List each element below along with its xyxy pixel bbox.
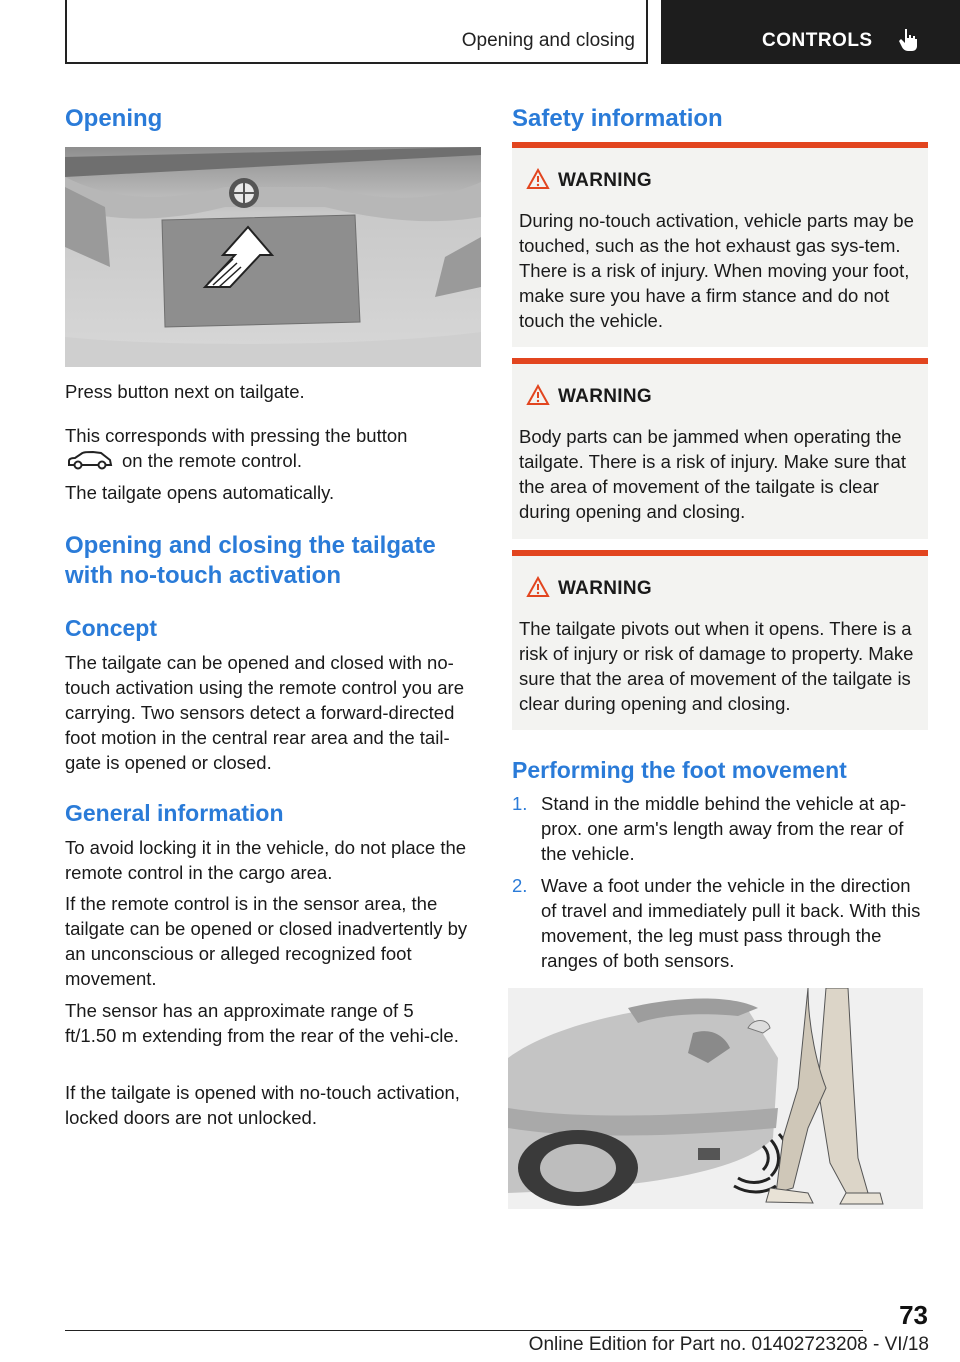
foot-movement-figure: [508, 988, 923, 1209]
opening-paragraph-2b: on the remote control.: [122, 450, 302, 471]
tailgate-button-figure: [65, 147, 481, 367]
warning-text: The tailgate pivots out when it opens. There is a risk of injury or risk of damage to property. Make sure that the area of movement of the tailgate is clear during opening and closing.: [519, 618, 914, 714]
car-tailgate-icon: [67, 450, 113, 475]
concept-heading: Concept: [65, 615, 157, 641]
warning-text: During no-touch activation, vehicle parts may be touched, such as the hot exhaust gas sys-tem. There is a risk of injury. When moving your foot, make sure you have a firm stance and do not touch the vehicle.: [519, 210, 914, 331]
warning-triangle-icon: [526, 168, 550, 195]
opening-paragraph-3: The tailgate opens automatically.: [65, 482, 335, 503]
warning-triangle-icon: [526, 576, 550, 603]
warning-box-2: [512, 358, 928, 539]
general-info-paragraph-4: If the tailgate is opened with no-touch activation, locked doors are not unlocked.: [65, 1082, 460, 1128]
warning-box-1: [512, 142, 928, 347]
list-item: [512, 791, 928, 871]
list-text: Stand in the middle behind the vehicle at ap-prox. one arm's length away from the rear of the vehicle.: [541, 793, 907, 864]
list-number: 1.: [512, 793, 528, 814]
warning-triangle-icon: [526, 384, 550, 411]
notouch-heading-line1: Opening and closing the tailgate: [65, 532, 436, 559]
list-item: [512, 873, 928, 978]
general-info-heading: General information: [65, 800, 284, 826]
footer-divider: [65, 1330, 863, 1331]
opening-paragraph-2a: This corresponds with pressing the button: [65, 425, 408, 446]
footer-edition: Online Edition for Part no. 01402723208 - VI/18: [528, 1334, 929, 1355]
opening-heading: Opening: [65, 105, 163, 132]
header-section-title: Opening and closing: [461, 30, 635, 51]
warning-title: WARNING: [558, 578, 652, 599]
safety-info-heading: Safety information: [512, 105, 723, 132]
opening-paragraph-1: Press button next on tailgate.: [65, 381, 305, 402]
warning-text: Body parts can be jammed when operating the tailgate. There is a risk of injury. Make sure that the area of movement of the tailgate is clear during opening and closing.: [519, 426, 906, 522]
list-text: Wave a foot under the vehicle in the direction of travel and immediately pull it back. With this movement, the leg must pass through the ranges of both sensors.: [541, 875, 921, 971]
header-chapter-title: CONTROLS: [762, 30, 873, 51]
warning-title: WARNING: [558, 170, 652, 191]
notouch-heading-line2: with no-touch activation: [65, 562, 341, 589]
foot-movement-heading: Performing the foot movement: [512, 757, 847, 783]
concept-text: The tailgate can be opened and closed with no-touch activation using the remote control you are carrying. Two sensors detect a forward-directed foot motion in the central rear area and the tail-gate is opened or closed.: [65, 652, 465, 773]
general-info-paragraph-2: If the remote control is in the sensor area, the tailgate can be opened or closed inadvertently by an unconscious or alleged recognized foot movement.: [65, 893, 468, 989]
general-info-paragraph-1: To avoid locking it in the vehicle, do not place the remote control in the cargo area.: [65, 837, 467, 883]
warning-title: WARNING: [558, 386, 652, 407]
header-chapter-box: [661, 0, 960, 64]
general-info-paragraph-3: The sensor has an approximate range of 5 ft/1.50 m extending from the rear of the vehi-cle.: [65, 1000, 459, 1046]
page-number: 73: [899, 1300, 928, 1330]
hand-pointer-icon: [896, 26, 922, 57]
warning-box-3: [512, 550, 928, 730]
list-number: 2.: [512, 875, 528, 896]
